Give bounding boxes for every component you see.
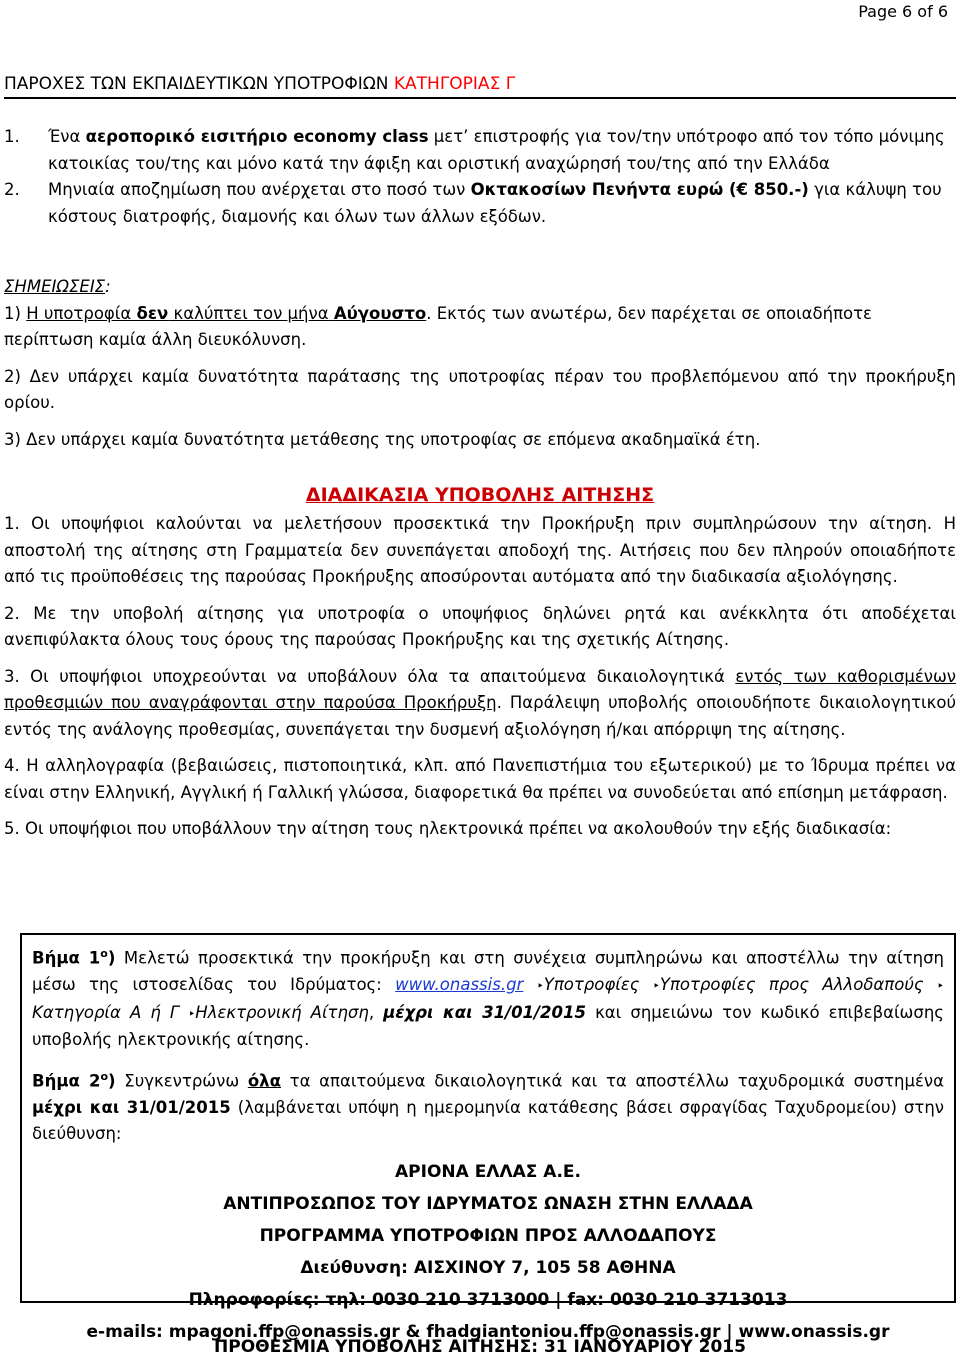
- page-number: Page 6 of 6: [858, 2, 948, 21]
- procedure-title: ΔΙΑΔΙΚΑΣΙΑ ΥΠΟΒΟΛΗΣ ΑΙΤΗΣΗΣ: [305, 484, 655, 506]
- item-number: 1.: [4, 127, 20, 146]
- path-text: Υποτροφίες προς Αλλοδαπούς: [659, 975, 937, 994]
- text: . Παράλειψη υποβολής οποιουδήποτε δικαιολογητικού εντός της ανάλογης προθεσμίας, συνεπάγεται την δυσμενή αξιολόγηση ή/και απόρριψη της αίτησης.: [4, 693, 956, 739]
- arrow-icon: ‣: [188, 1006, 196, 1021]
- item-number: 2.: [4, 180, 20, 199]
- benefit-item-1: [4, 124, 956, 177]
- benefits-list: [4, 124, 956, 230]
- text: Μηνιαία αποζημίωση που ανέρχεται στο ποσό των: [48, 180, 471, 199]
- step-label: Βήμα 2: [32, 1071, 101, 1090]
- step-sup: ο: [100, 1069, 109, 1083]
- text: για κάλυψη του κόστους διατροφής, διαμονής και όλων των άλλων εξόδων.: [48, 180, 942, 226]
- procedure-paragraph-5: 5. Οι υποψήφιοι που υποβάλλουν την αίτηση τους ηλεκτρονικά πρέπει να ακολουθούν την εξής διαδικασία:: [4, 819, 892, 838]
- path-text: Υποτροφίες: [543, 975, 653, 994]
- path-text: Ηλεκτρονική Αίτηση: [195, 1002, 369, 1022]
- note-2: 2) Δεν υπάρχει καμία δυνατότητα παράτασης της υποτροφίας πέραν του προβλεπόμενου από την προκήρυξη ορίου.: [4, 366, 956, 412]
- notes-section: [4, 274, 956, 453]
- bold-text: δεν: [136, 303, 169, 323]
- benefit-item-2: [4, 177, 956, 230]
- section-heading: [4, 74, 956, 99]
- note-1: [4, 301, 956, 354]
- text: Συγκεντρώνω: [115, 1071, 248, 1090]
- address-block: [32, 1156, 944, 1348]
- text: Ένα: [48, 127, 86, 146]
- procedure-paragraph-4: 4. Η αλληλογραφία (βεβαιώσεις, πιστοποιητικά, κλπ. από Πανεπιστήμια του εξωτερικού) με το Ίδρυμα πρέπει να είναι στην Ελληνική, Αγγλική ή Γαλλική γλώσσα, διαφορετικά θα πρέπει να συνοδεύεται από επίσημη μετάφραση.: [4, 756, 956, 802]
- underlined-text: εντός των καθορισμένων προθεσμιών που αναγράφονται στην παρούσα Προκήρυξη: [4, 666, 957, 712]
- text: ,: [368, 1002, 384, 1022]
- heading-text: ΠΑΡΟΧΕΣ ΤΩΝ ΕΚΠΑΙΔΕΥΤΙΚΩΝ ΥΠΟΤΡΟΦΙΩΝ: [4, 74, 394, 94]
- address-line-2: ΑΝΤΙΠΡΟΣΩΠΟΣ ΤΟΥ ΙΔΡΥΜΑΤΟΣ ΩΝΑΣΗ ΣΤΗΝ ΕΛΛΑΔΑ: [223, 1193, 753, 1214]
- step-close: ): [107, 948, 116, 968]
- deadline-text: μέχρι και 31/01/2015: [383, 1002, 586, 1022]
- address-line-5: Πληροφορίες: τηλ: 0030 210 3713000 | fax: 0030 210 3713013: [188, 1289, 788, 1310]
- notes-title-text: ΣΗΜΕΙΩΣΕΙΣ: [4, 277, 106, 296]
- step-sup: ο: [100, 947, 108, 960]
- step-1: [32, 941, 944, 1054]
- bold-text: Αύγουστο: [333, 303, 427, 323]
- text: . Εκτός των ανωτέρω, δεν παρέχεται σε οποιαδήποτε περίπτωση καμία άλλη διευκόλυνση.: [4, 303, 872, 349]
- procedure-paragraph-1: 1. Οι υποψήφιοι καλούνται να μελετήσουν προσεκτικά την Προκήρυξη πριν συμπληρώσουν την αίτηση. Η αποστολή της αίτησης στη Γραμματεία δεν συνεπάγεται αποδοχή της. Αιτήσεις που δεν πληρούν οποιαδήποτε από τις προϋποθέσεις της παρούσας Προκήρυξης αποσύρονται αυτόματα από την διαδικασία αξιολόγησης.: [4, 514, 956, 586]
- address-line-1: ΑΡΙΟΝΑ ΕΛΛΑΣ Α.Ε.: [395, 1161, 581, 1182]
- step-close: ): [108, 1071, 116, 1090]
- application-deadline: ΠΡΟΘΕΣΜΙΑ ΥΠΟΒΟΛΗΣ ΑΙΤΗΣΗΣ: 31 ΙΑΝΟΥΑΡΙΟΥ 2015: [214, 1337, 746, 1357]
- address-line-3: ΠΡΟΓΡΑΜΜΑ ΥΠΟΤΡΟΦΙΩΝ ΠΡΟΣ ΑΛΛΟΔΑΠΟΥΣ: [259, 1225, 717, 1246]
- bold-text: Οκτακοσίων Πενήντα ευρώ (€ 850.-): [470, 180, 809, 199]
- text: και σημειώνω τον κωδικό επιβεβαίωσης υποβολής ηλεκτρονικής αίτησης.: [32, 1002, 944, 1049]
- steps-box: [20, 933, 956, 1342]
- onassis-link[interactable]: www.onassis.gr: [395, 975, 524, 994]
- text: μετ’ επιστροφής για τον/την υπότροφο από τον τόπο μόνιμης κατοικίας του/της και μόνο κατά την άφιξη και οριστική αναχώρησή του/της από την Ελλάδα: [48, 127, 945, 173]
- text: (λαμβάνεται υπόψη η ημερομηνία κατάθεσης βάσει σφραγίδας Ταχυδρομείου) στην διεύθυνση:: [32, 1097, 944, 1143]
- text: καλύπτει τον μήνα: [168, 303, 334, 323]
- address-line-6: e-mails: mpagoni.ffp@onassis.gr & fhadgiantoniou.ffp@onassis.gr | www.onassis.gr: [86, 1321, 890, 1342]
- heading-category: ΚΑΤΗΓΟΡΙΑΣ Γ: [393, 74, 516, 94]
- path-text: Κατηγορία Α ή Γ: [32, 1002, 189, 1022]
- notes-title: [4, 274, 956, 301]
- procedure-paragraph-2: 2. Με την υποβολή αίτησης για υποτροφία ο υποψήφιος δηλώνει ρητά και ανέκκλητα ότι αποδέχεται ανεπιφύλακτα όλους τους όρους της παρούσας Προκήρυξης και της σχετικής Αίτησης.: [4, 603, 956, 649]
- note-underlined: [26, 304, 426, 323]
- bold-text: αεροπορικό εισιτήριο economy class: [85, 127, 429, 146]
- text: 3. Οι υποψήφιοι υποχρεούνται να υποβάλουν όλα τα απαιτούμενα δικαιολογητικά: [4, 666, 736, 686]
- procedure-section: [4, 511, 956, 843]
- note-number: 1): [4, 303, 27, 323]
- deadline-text: μέχρι και 31/01/2015: [32, 1097, 231, 1117]
- all-text: όλα: [247, 1071, 281, 1090]
- arrow-icon: ‣: [652, 979, 660, 993]
- arrow-icon: ‣: [536, 979, 544, 993]
- text: τα απαιτούμενα δικαιολογητικά και τα αποστέλλω ταχυδρομικά συστημένα: [280, 1071, 944, 1090]
- text: Μελετώ προσεκτικά την προκήρυξη και στη συνέχεια συμπληρώνω και αποστέλλω την αίτηση μέσω της ιστοσελίδας του Ιδρύματος:: [32, 948, 944, 994]
- arrow-icon: ‣: [936, 979, 944, 993]
- text: Η υποτροφία: [26, 303, 137, 323]
- step-2: [32, 1064, 944, 1148]
- notes-colon: :: [105, 277, 111, 296]
- step-label: Βήμα 1: [32, 948, 101, 968]
- note-3: 3) Δεν υπάρχει καμία δυνατότητα μετάθεσης της υποτροφίας σε επόμενα ακαδημαϊκά έτη.: [4, 429, 761, 449]
- address-line-4: Διεύθυνση: ΑΙΣΧΙΝΟΥ 7, 105 58 ΑΘΗΝΑ: [300, 1257, 676, 1278]
- procedure-paragraph-3: [4, 664, 956, 744]
